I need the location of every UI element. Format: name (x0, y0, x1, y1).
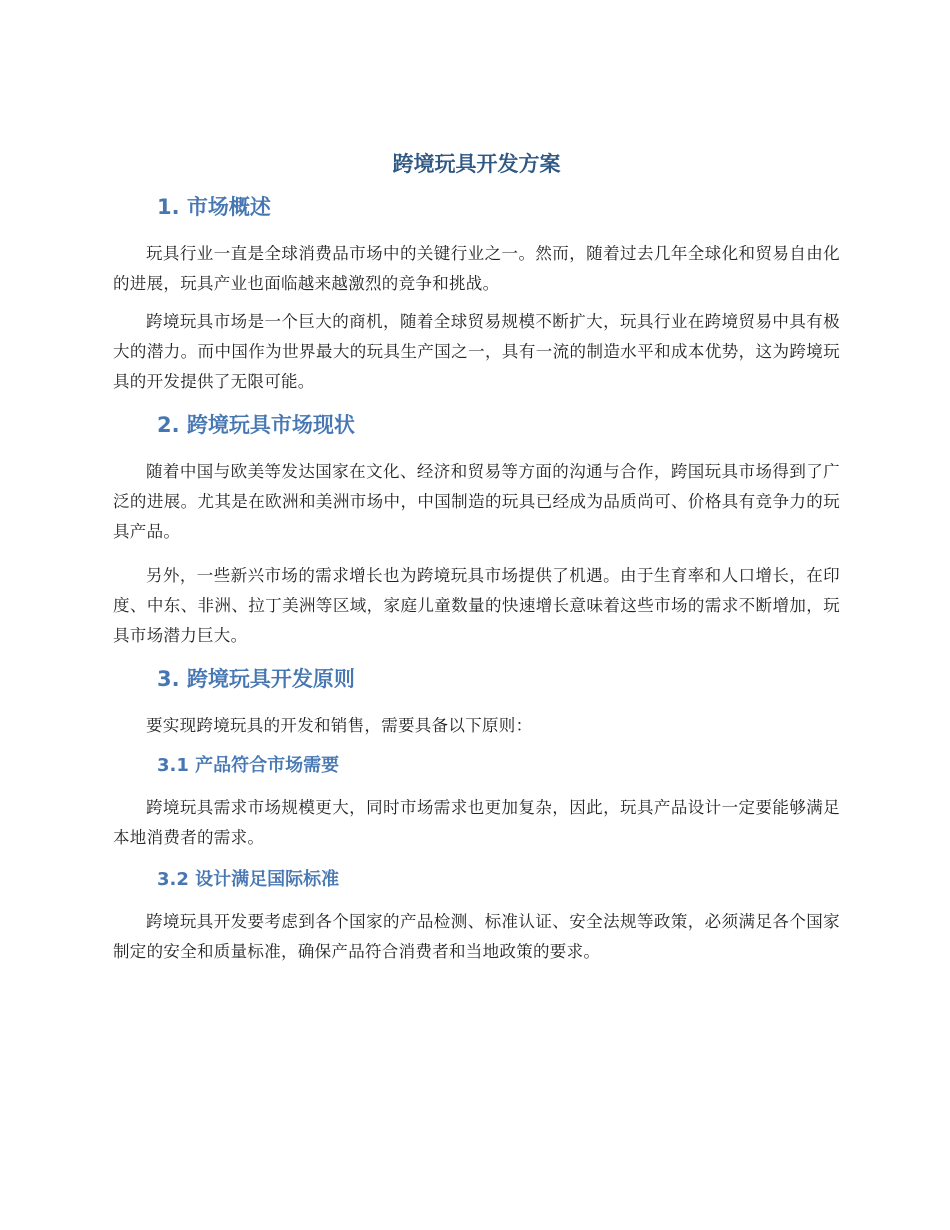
paragraph: 跨境玩具开发要考虑到各个国家的产品检测、标准认证、安全法规等政策，必须满足各个国家制定的安全和质量标准，确保产品符合消费者和当地政策的要求。 (113, 912, 840, 961)
paragraph: 另外，一些新兴市场的需求增长也为跨境玩具市场提供了机遇。由于生育率和人口增长，在印度、中东、非洲、拉丁美洲等区域，家庭儿童数量的快速增长意味着这些市场的需求不断增加，玩具市场潜力巨大。 (113, 566, 840, 645)
paragraph: 跨境玩具市场是一个巨大的商机，随着全球贸易规模不断扩大，玩具行业在跨境贸易中具有极大的潜力。而中国作为世界最大的玩具生产国之一，具有一流的制造水平和成本优势，这为跨境玩具的开发提供了无限可能。 (113, 312, 840, 391)
document-title: 跨境玩具开发方案 (392, 152, 561, 176)
subsection-heading-international-standards: 3.2 设计满足国际标准 (157, 869, 340, 890)
section-heading-development-principles: 3. 跨境玩具开发原则 (157, 667, 355, 691)
section-heading-market-overview: 1. 市场概述 (157, 195, 271, 219)
paragraph: 随着中国与欧美等发达国家在文化、经济和贸易等方面的沟通与合作，跨国玩具市场得到了广泛的进展。尤其是在欧洲和美洲市场中，中国制造的玩具已经成为品质尚可、价格具有竞争力的玩具产品。 (113, 462, 840, 541)
paragraph: 跨境玩具需求市场规模更大，同时市场需求也更加复杂，因此，玩具产品设计一定要能够满足本地消费者的需求。 (113, 798, 840, 847)
paragraph: 玩具行业一直是全球消费品市场中的关键行业之一。然而，随着过去几年全球化和贸易自由化的进展，玩具产业也面临越来越激烈的竞争和挑战。 (113, 244, 840, 293)
subsection-heading-market-fit: 3.1 产品符合市场需要 (157, 755, 340, 776)
paragraph: 要实现跨境玩具的开发和销售，需要具备以下原则： (146, 716, 533, 735)
section-heading-market-status: 2. 跨境玩具市场现状 (157, 413, 355, 437)
document-content (113, 147, 840, 967)
